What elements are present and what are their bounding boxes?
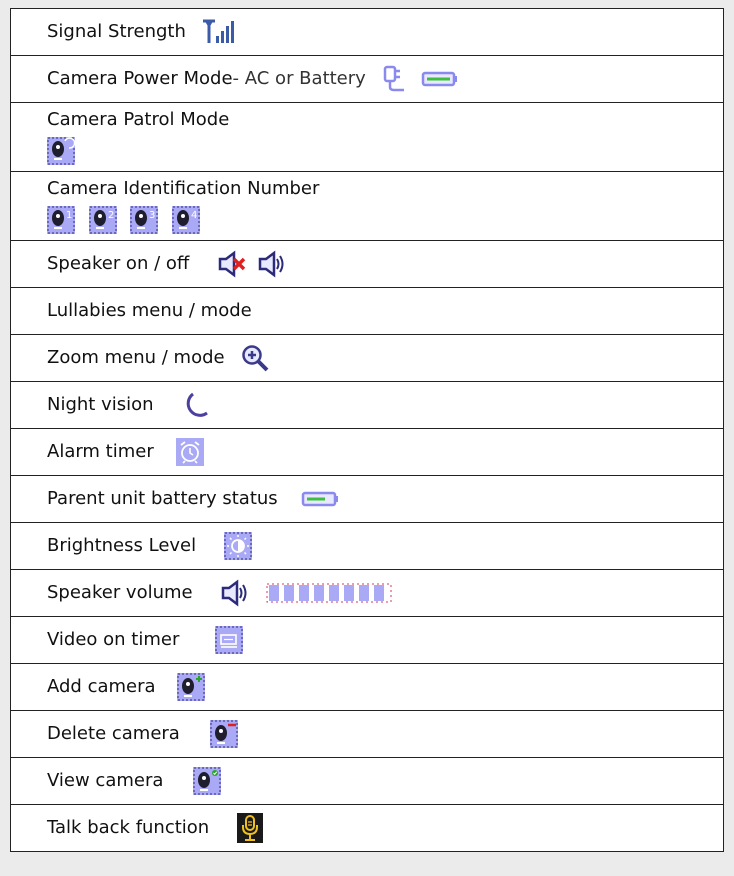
legend-cell: [11, 172, 724, 241]
camera-number: 4: [191, 210, 198, 221]
row-label: Camera Identification Number: [47, 178, 320, 199]
row-label: Night vision: [47, 394, 154, 415]
alarm-clock-icon: [176, 438, 204, 466]
legend-cell: [11, 523, 724, 570]
row-label: Camera Patrol Mode: [47, 109, 230, 130]
legend-cell: [11, 56, 724, 103]
legend-cell: [11, 664, 724, 711]
legend-row: [11, 758, 724, 805]
battery-full-icon: [421, 69, 459, 89]
legend-row: [11, 241, 724, 288]
legend-row: [11, 523, 724, 570]
legend-cell: [11, 103, 724, 172]
camera-3-icon: [130, 206, 158, 234]
legend-row: [11, 56, 724, 103]
camera-number: 1: [66, 210, 73, 221]
legend-cell: [11, 758, 724, 805]
legend-row: [11, 476, 724, 523]
moon-icon: [181, 391, 209, 419]
row-label: Zoom menu / mode: [47, 347, 225, 368]
legend-row: [11, 429, 724, 476]
camera-2-icon: [89, 206, 117, 234]
camera-view-icon: [193, 767, 221, 795]
speaker-on-icon: [257, 250, 287, 278]
battery-low-icon: [301, 489, 341, 509]
row-label: View camera: [47, 770, 164, 791]
legend-row: [11, 335, 724, 382]
legend-cell: [11, 570, 724, 617]
brightness-icon: [224, 532, 252, 560]
row-label: Delete camera: [47, 723, 180, 744]
speaker-off-icon: [217, 250, 247, 278]
row-label: Add camera: [47, 676, 156, 697]
legend-cell: [11, 711, 724, 758]
legend-cell: [11, 9, 724, 56]
signal-bars-icon: [202, 19, 236, 45]
legend-cell: [11, 476, 724, 523]
legend-cell: [11, 429, 724, 476]
row-label: Talk back function: [47, 817, 210, 838]
legend-cell: [11, 241, 724, 288]
legend-row: [11, 9, 724, 56]
icon-legend-table: [10, 8, 724, 852]
legend-row: [11, 103, 724, 172]
row-label: Video on timer: [47, 629, 180, 650]
legend-cell: [11, 617, 724, 664]
row-label: Speaker volume: [47, 582, 193, 603]
ac-plug-icon: [382, 65, 408, 93]
legend-row: [11, 172, 724, 241]
microphone-icon: [237, 813, 263, 843]
legend-row: [11, 617, 724, 664]
legend-cell: [11, 805, 724, 852]
row-label: Signal Strength: [47, 21, 186, 42]
row-sublabel: - AC or Battery: [232, 68, 366, 89]
legend-row: [11, 382, 724, 429]
row-label: Speaker on / off: [47, 253, 190, 274]
camera-number: 2: [107, 210, 115, 221]
row-label: Alarm timer: [47, 441, 154, 462]
legend-cell: [11, 335, 724, 382]
legend-cell: [11, 288, 724, 335]
camera-add-icon: [177, 673, 205, 701]
camera-number: 3: [149, 210, 156, 221]
row-label: Lullabies menu / mode: [47, 300, 252, 321]
camera-delete-icon: [210, 720, 238, 748]
volume-bars-icon: [266, 582, 392, 604]
legend-cell: [11, 382, 724, 429]
row-label: Parent unit battery status: [47, 488, 278, 509]
video-timer-icon: [215, 626, 243, 654]
legend-row: [11, 711, 724, 758]
legend-row: [11, 805, 724, 852]
camera-patrol-icon: [47, 137, 75, 165]
legend-row: [11, 288, 724, 335]
row-label: Brightness Level: [47, 535, 197, 556]
row-label: Camera Power Mode: [47, 68, 233, 89]
legend-row: [11, 664, 724, 711]
zoom-in-icon: [240, 343, 270, 373]
legend-row: [11, 570, 724, 617]
camera-1-icon: [47, 206, 75, 234]
camera-4-icon: [172, 206, 200, 234]
speaker-icon: [220, 579, 250, 607]
